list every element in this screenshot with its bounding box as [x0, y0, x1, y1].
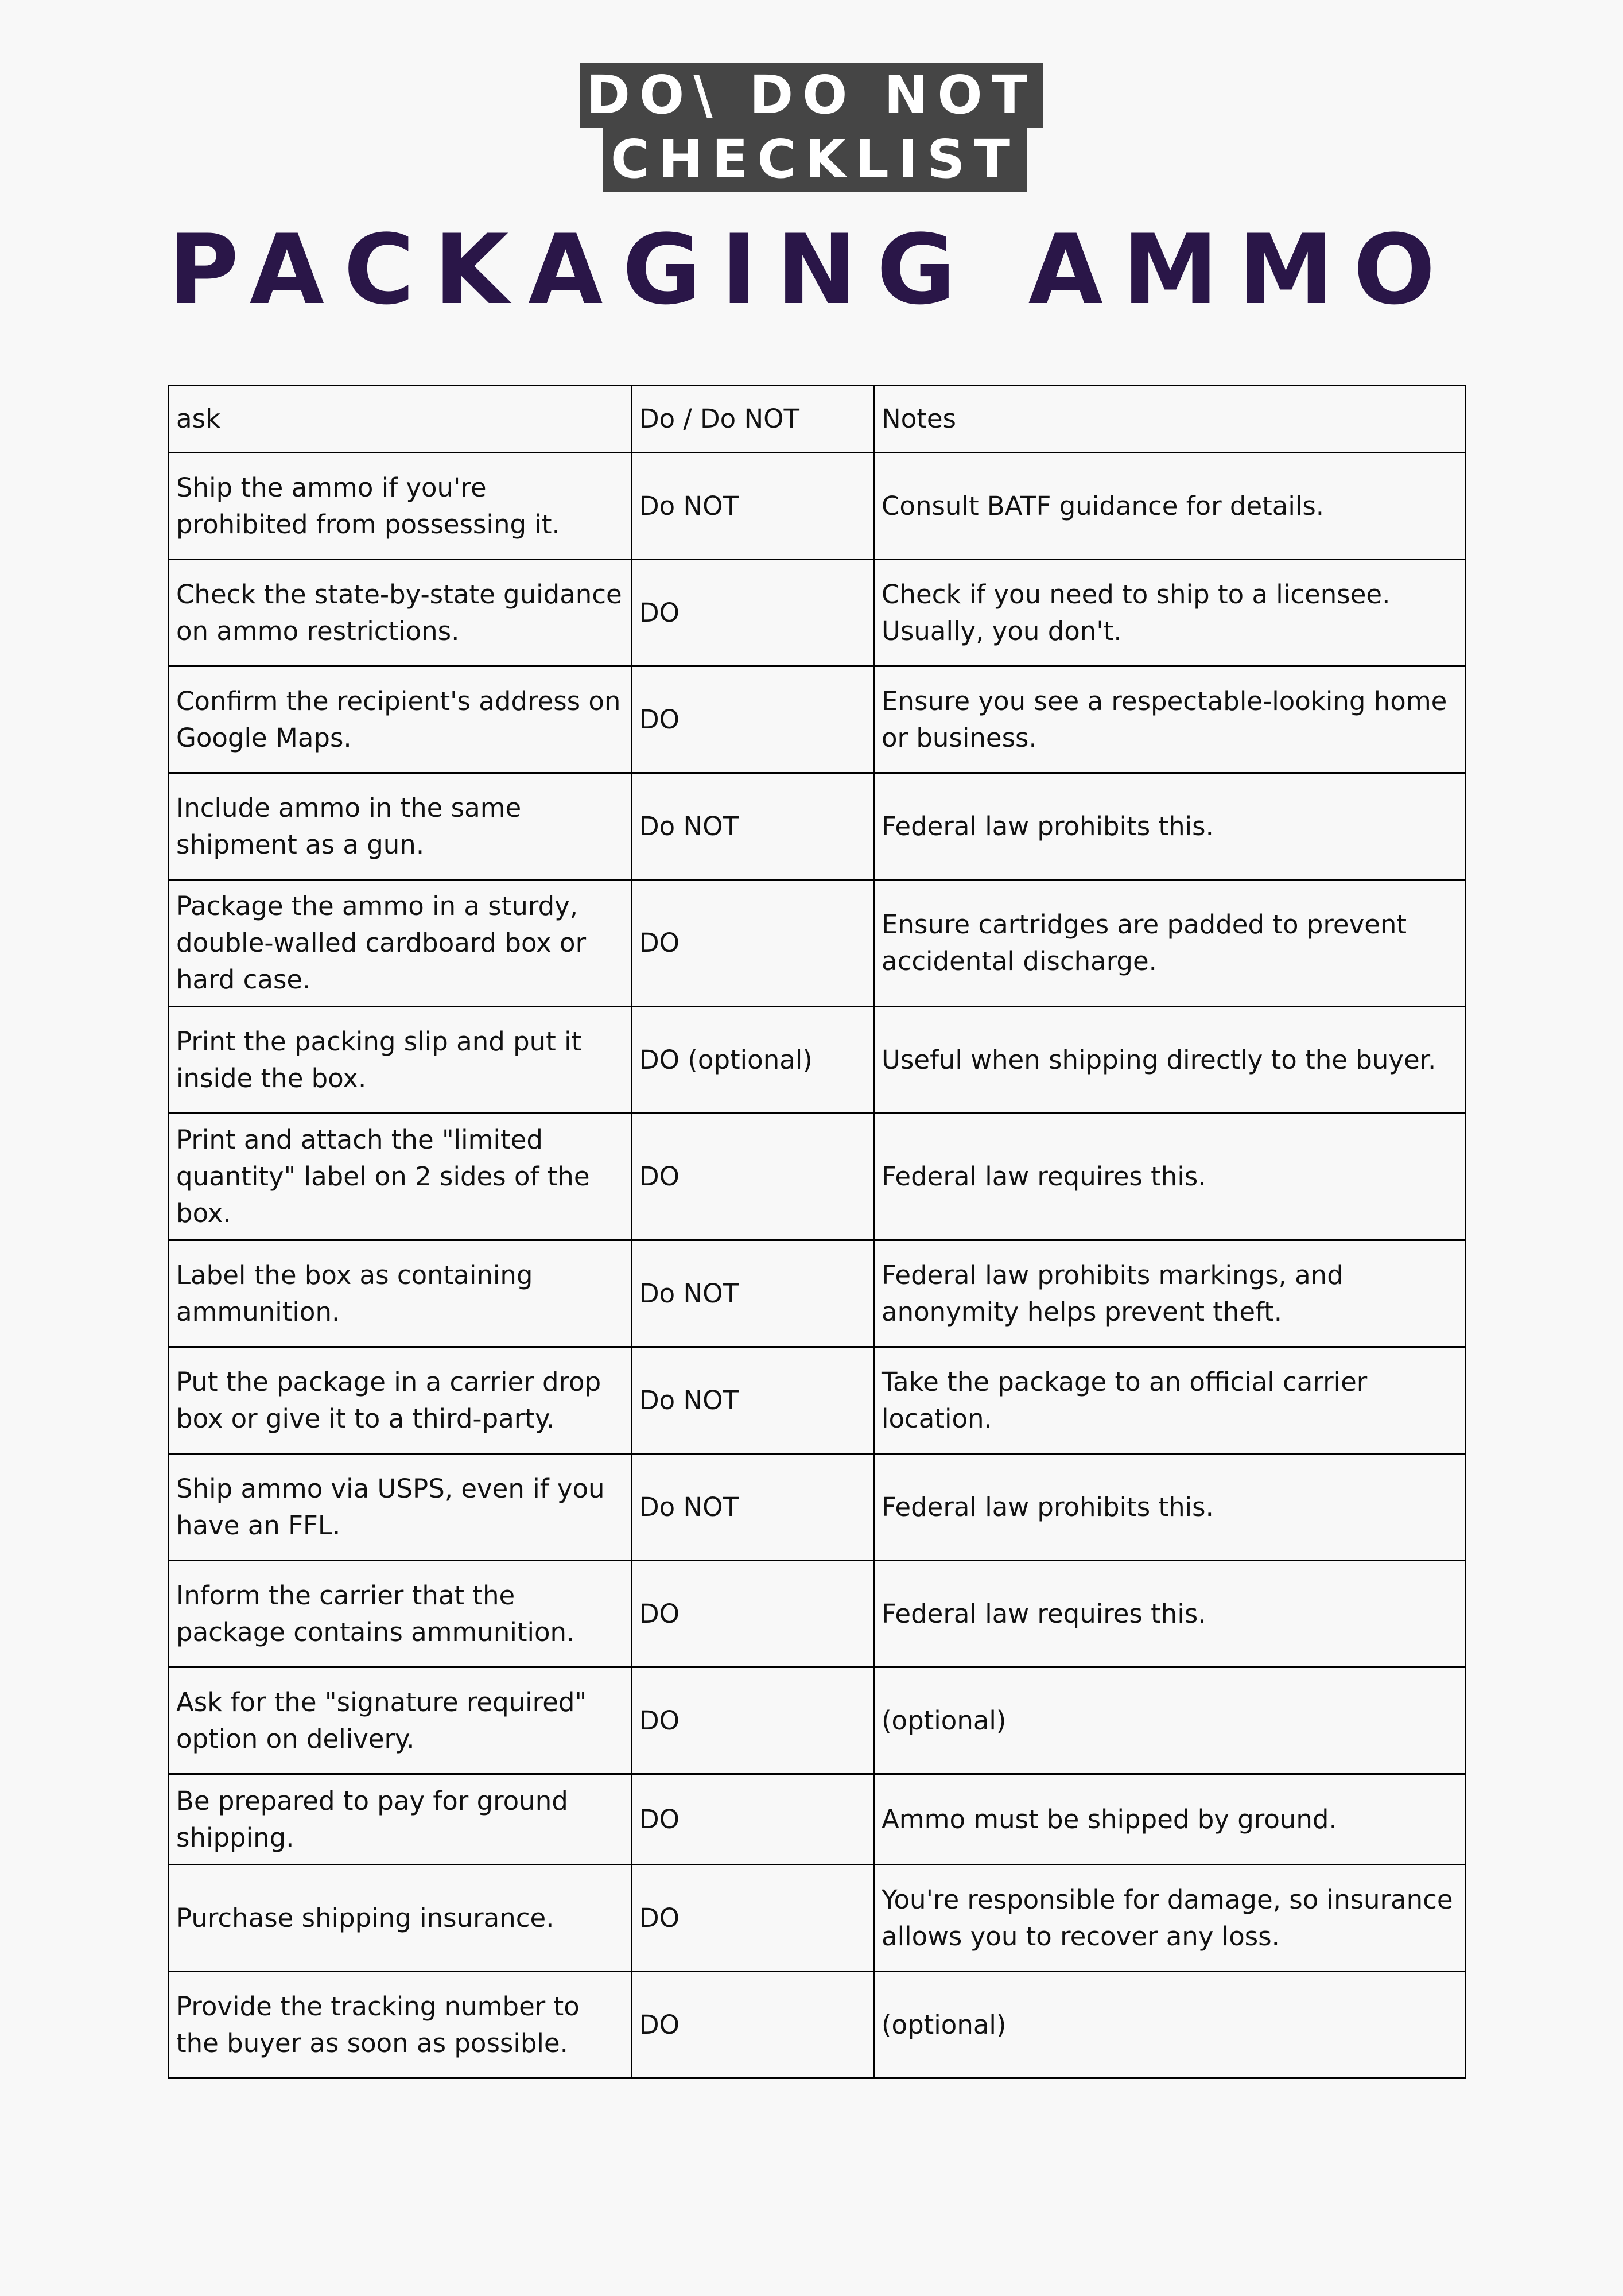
task-cell: Label the box as containing ammunition.	[169, 1240, 632, 1347]
table-row	[169, 560, 1466, 666]
task-cell: Print and attach the "limited quantity" label on 2 sides of the box.	[169, 1114, 632, 1240]
header-notes: Notes	[874, 386, 1466, 453]
task-cell: Ask for the "signature required" option on delivery.	[169, 1667, 632, 1774]
badge-line-2: CHECKLIST	[603, 127, 1027, 192]
header-do: Do / Do NOT	[632, 386, 874, 453]
task-cell: Inform the carrier that the package contains ammunition.	[169, 1561, 632, 1667]
do-cell: DO	[632, 880, 874, 1007]
checklist-table	[168, 385, 1466, 2079]
table-row	[169, 453, 1466, 560]
do-cell: Do NOT	[632, 773, 874, 880]
checklist-badge	[580, 63, 1043, 192]
notes-cell: Ensure you see a respectable-looking home or business.	[874, 666, 1466, 773]
table-header-row	[169, 386, 1466, 453]
task-cell: Purchase shipping insurance.	[169, 1865, 632, 1972]
header-task: ask	[169, 386, 632, 453]
notes-cell: Ensure cartridges are padded to prevent accidental discharge.	[874, 880, 1466, 1007]
do-cell: Do NOT	[632, 1454, 874, 1561]
notes-cell: Useful when shipping directly to the buyer.	[874, 1007, 1466, 1114]
do-cell: Do NOT	[632, 1347, 874, 1454]
table-row	[169, 1240, 1466, 1347]
page-title: PACKAGING AMMO	[168, 214, 1455, 326]
table-row	[169, 773, 1466, 880]
task-cell: Confirm the recipient's address on Google Maps.	[169, 666, 632, 773]
table-row	[169, 1865, 1466, 1972]
task-cell: Include ammo in the same shipment as a gun.	[169, 773, 632, 880]
notes-cell: Consult BATF guidance for details.	[874, 453, 1466, 560]
notes-cell: Check if you need to ship to a licensee. Usually, you don't.	[874, 560, 1466, 666]
table-row	[169, 1972, 1466, 2078]
table-row	[169, 1667, 1466, 1774]
task-cell: Put the package in a carrier drop box or give it to a third-party.	[169, 1347, 632, 1454]
notes-cell: You're responsible for damage, so insurance allows you to recover any loss.	[874, 1865, 1466, 1972]
table-row	[169, 1454, 1466, 1561]
do-cell: DO (optional)	[632, 1007, 874, 1114]
table-row	[169, 1347, 1466, 1454]
notes-cell: Federal law requires this.	[874, 1561, 1466, 1667]
do-cell: DO	[632, 1972, 874, 2078]
table-row	[169, 1774, 1466, 1865]
notes-cell: Federal law prohibits markings, and anonymity helps prevent theft.	[874, 1240, 1466, 1347]
table-row	[169, 1007, 1466, 1114]
badge-line-1: DO\ DO NOT	[580, 63, 1043, 128]
task-cell: Print the packing slip and put it inside the box.	[169, 1007, 632, 1114]
task-cell: Check the state-by-state guidance on ammo restrictions.	[169, 560, 632, 666]
task-cell: Be prepared to pay for ground shipping.	[169, 1774, 632, 1865]
task-cell: Provide the tracking number to the buyer as soon as possible.	[169, 1972, 632, 2078]
do-cell: DO	[632, 1561, 874, 1667]
do-cell: DO	[632, 1774, 874, 1865]
notes-cell: (optional)	[874, 1972, 1466, 2078]
do-cell: DO	[632, 1865, 874, 1972]
do-cell: DO	[632, 666, 874, 773]
notes-cell: Take the package to an official carrier location.	[874, 1347, 1466, 1454]
table-row	[169, 666, 1466, 773]
notes-cell: Federal law requires this.	[874, 1114, 1466, 1240]
notes-cell: (optional)	[874, 1667, 1466, 1774]
do-cell: DO	[632, 1667, 874, 1774]
table-row	[169, 1114, 1466, 1240]
notes-cell: Ammo must be shipped by ground.	[874, 1774, 1466, 1865]
do-cell: DO	[632, 1114, 874, 1240]
notes-cell: Federal law prohibits this.	[874, 1454, 1466, 1561]
do-cell: DO	[632, 560, 874, 666]
task-cell: Package the ammo in a sturdy, double-walled cardboard box or hard case.	[169, 880, 632, 1007]
notes-cell: Federal law prohibits this.	[874, 773, 1466, 880]
table-row	[169, 880, 1466, 1007]
do-cell: Do NOT	[632, 453, 874, 560]
task-cell: Ship ammo via USPS, even if you have an FFL.	[169, 1454, 632, 1561]
do-cell: Do NOT	[632, 1240, 874, 1347]
task-cell: Ship the ammo if you're prohibited from possessing it.	[169, 453, 632, 560]
table-row	[169, 1561, 1466, 1667]
